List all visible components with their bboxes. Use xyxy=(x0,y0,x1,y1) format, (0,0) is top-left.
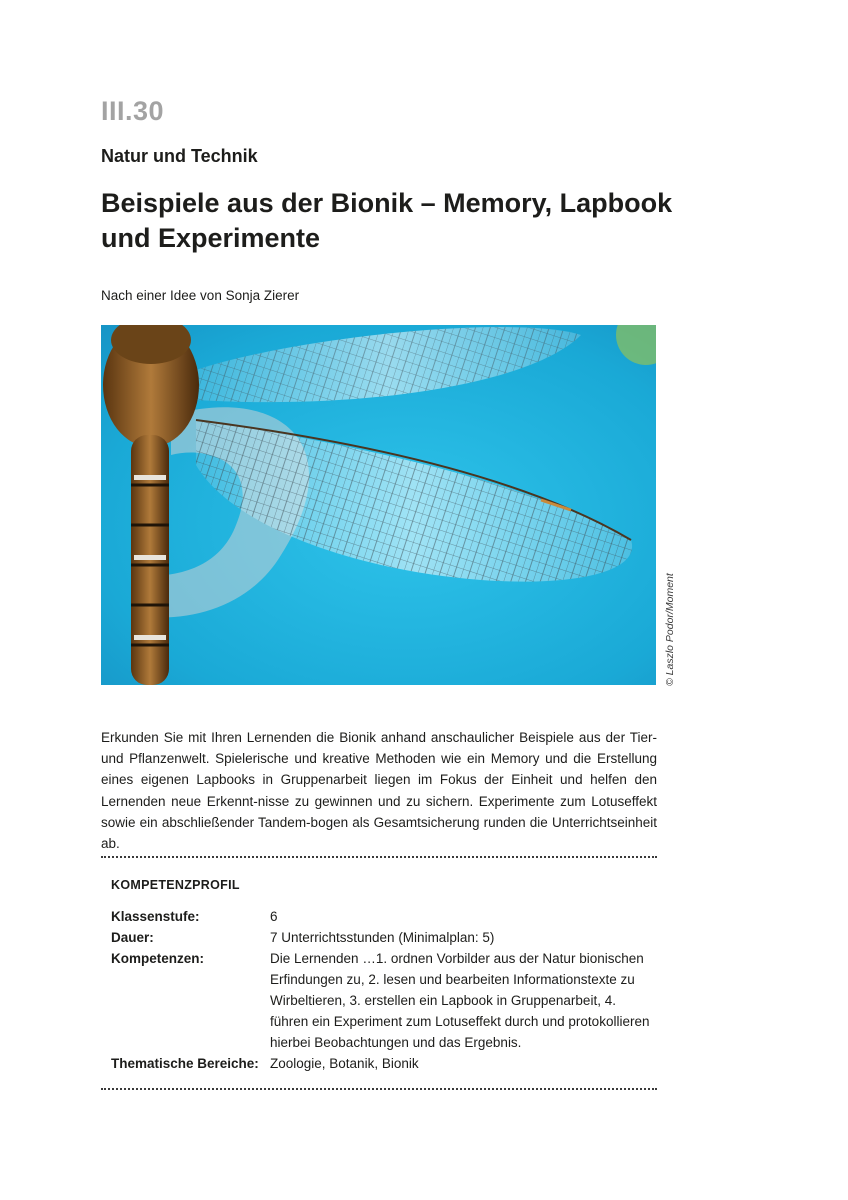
author-line: Nach einer Idee von Sonja Zierer xyxy=(101,288,300,303)
profile-value: 7 Unterrichtsstunden (Minimalplan: 5) xyxy=(270,930,495,945)
profile-value: Zoologie, Botanik, Bionik xyxy=(270,1056,419,1071)
profile-value: Die Lernenden …1. ordnen Vorbilder aus der Natur bionischen Erfindungen zu, 2. lesen und bearbeiten Informationstexte zu Wirbeltieren, 3. erstellen ein Lapbook in Gruppenarbeit, 4. führen ein Experiment zum Lotuseffekt durch und protokollieren hierbei Beobachtungen und das Ergebnis. xyxy=(270,951,650,1050)
profile-label: Thematische Bereiche: xyxy=(111,1056,259,1071)
subject-heading: Natur und Technik xyxy=(101,146,258,166)
profile-label: Dauer: xyxy=(111,930,154,945)
profile-label: Kompetenzen: xyxy=(111,951,205,966)
dragonfly-photo xyxy=(101,325,656,685)
profile-heading: KOMPETENZPROFIL xyxy=(111,878,240,892)
divider-top xyxy=(101,856,657,858)
photo-credit: © Laszlo Podor/Moment xyxy=(664,573,676,686)
divider-bottom xyxy=(101,1088,657,1090)
profile-label: Klassenstufe: xyxy=(111,909,200,924)
profile-value: 6 xyxy=(270,909,278,924)
intro-paragraph: Erkunden Sie mit Ihren Lernenden die Bionik anhand anschaulicher Beispiele aus der Tier- und Pflanzenwelt. Spielerische und kreative Methoden wie ein Memory und die Erstellung eines eigenen Lapbooks in Gruppenarbeit liegen im Fokus der Einheit und helfen den Lernenden neue Erkennt-nisse zu gewinnen und zu sichern. Experimente zum Lotuseffekt sowie ein abschließender Tandem-bogen als Gesamtsicherung runden die Unterrichtseinheit ab. xyxy=(101,730,657,852)
section-number: III.30 xyxy=(101,96,165,126)
page-title: Beispiele aus der Bionik – Memory, Lapbook und Experimente xyxy=(101,188,673,253)
